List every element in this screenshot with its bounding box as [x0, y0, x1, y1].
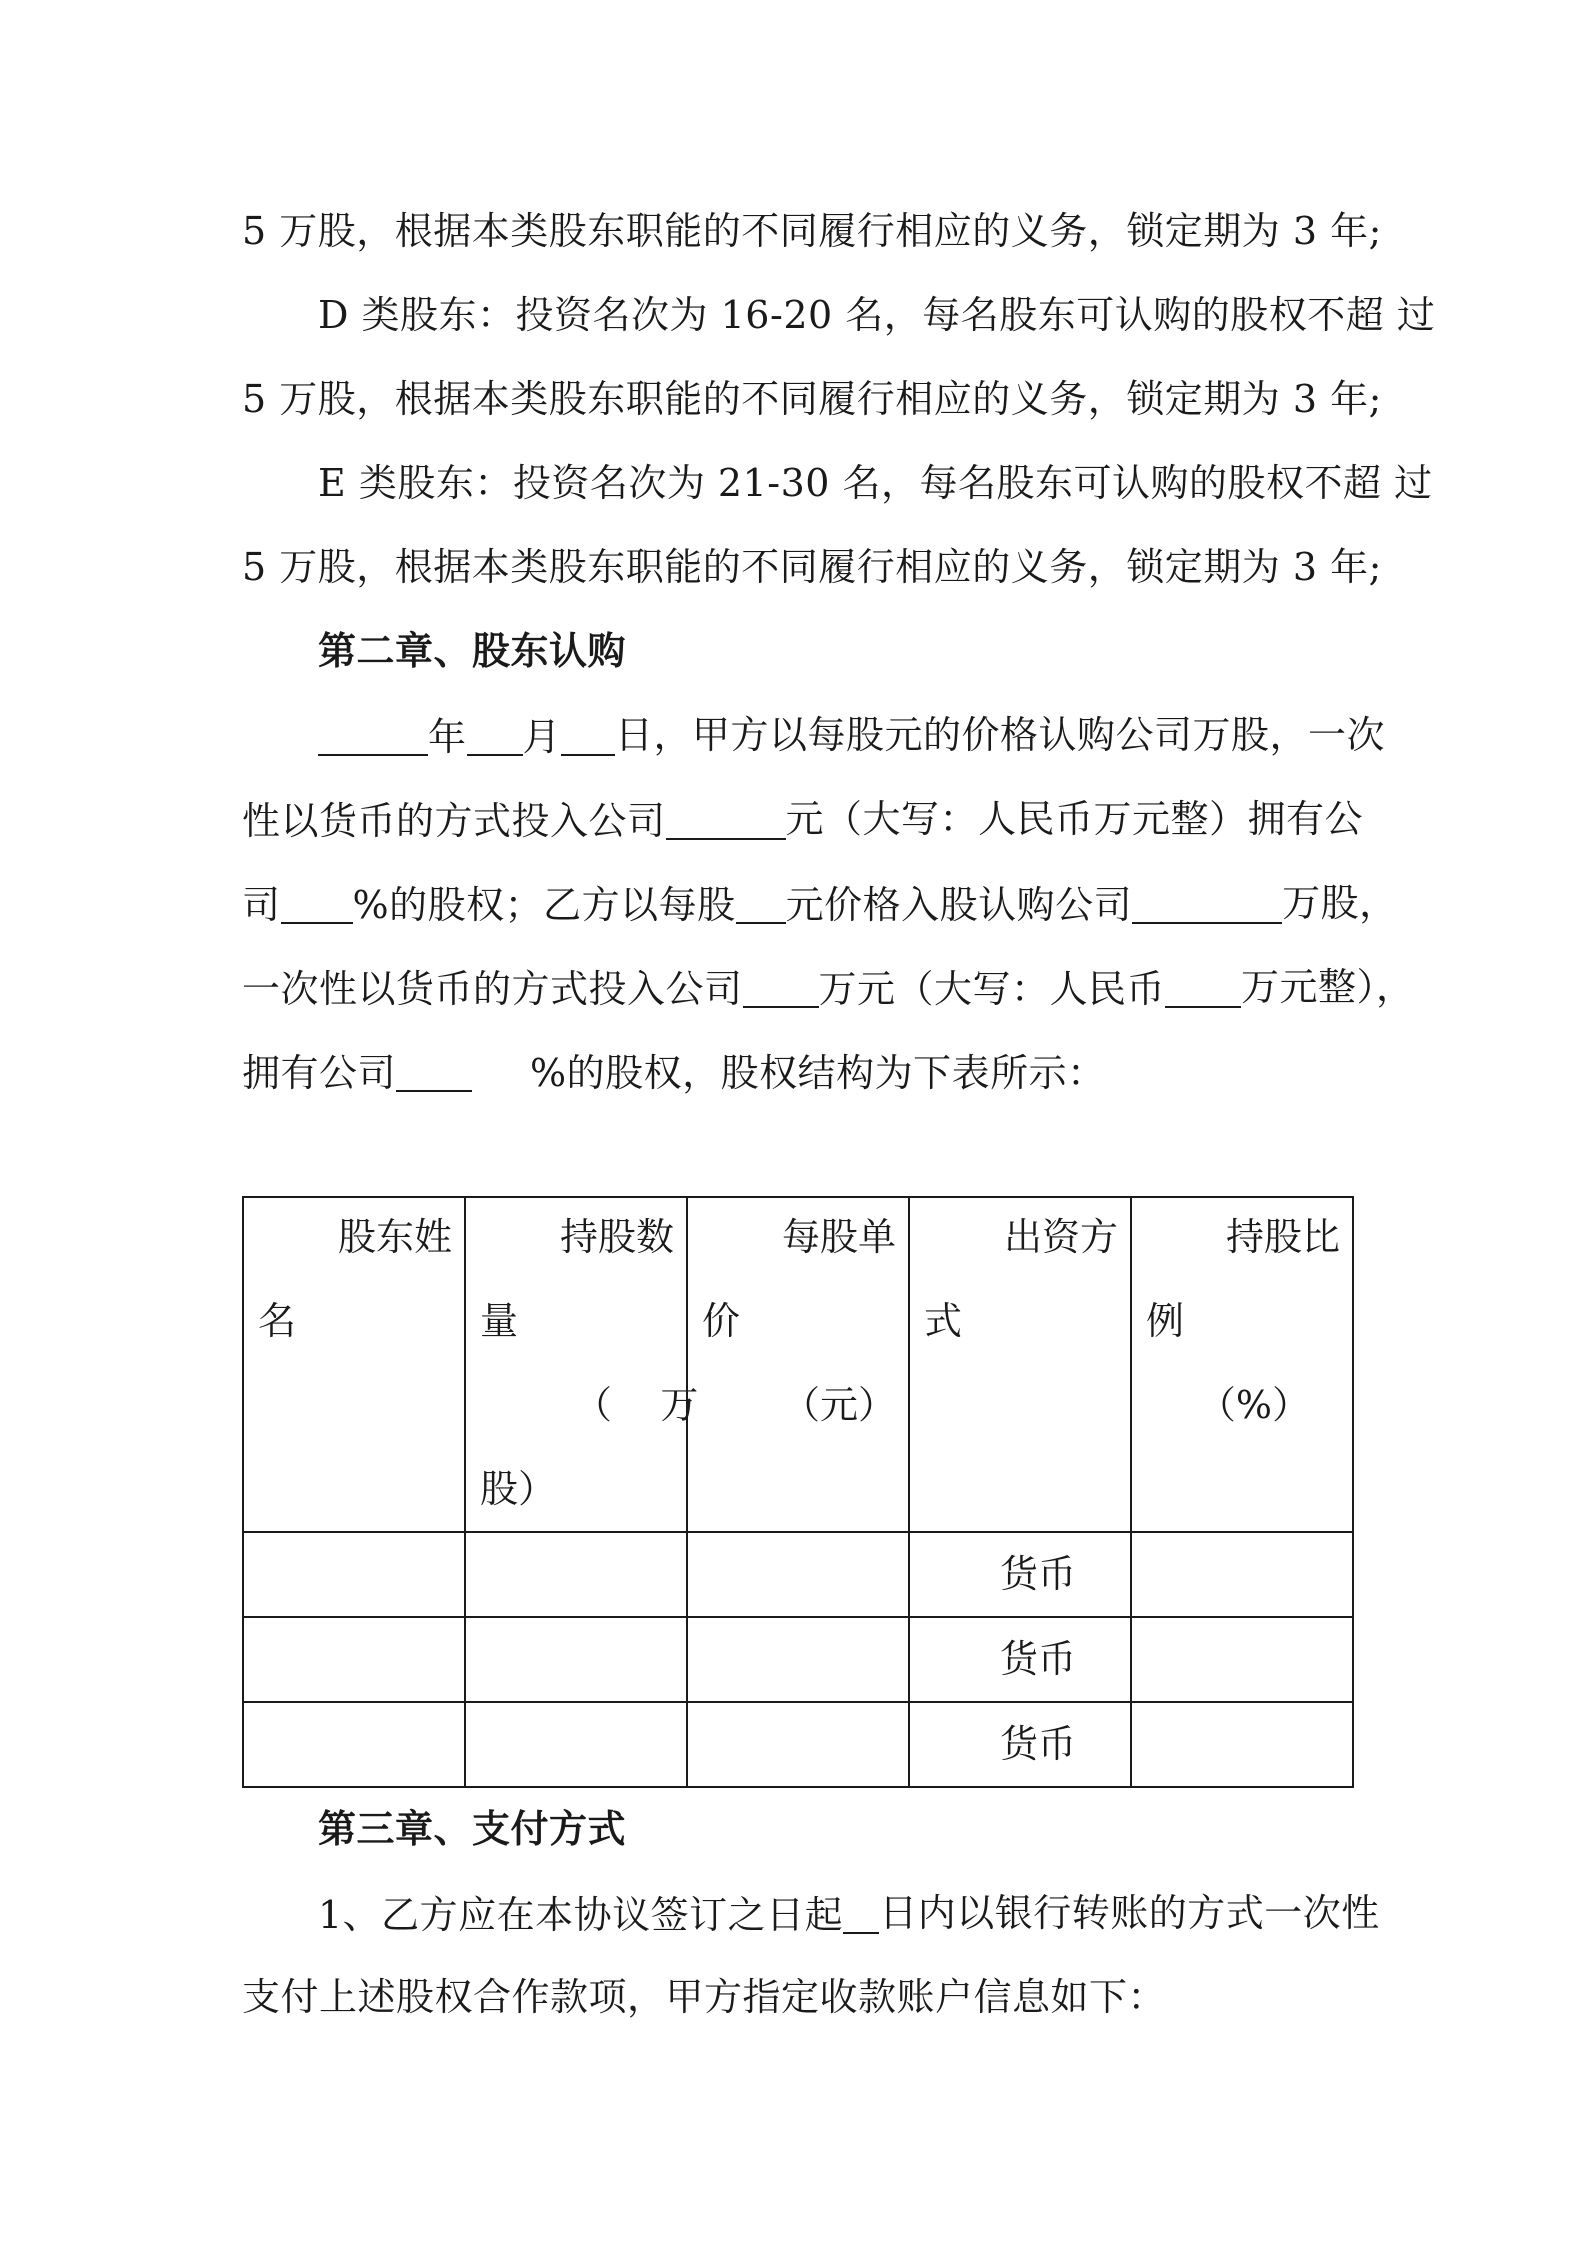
cell-shareholder-name[interactable]	[243, 1702, 465, 1787]
header-shareholder-name: 股东姓 名	[243, 1197, 465, 1532]
blank-day[interactable]	[561, 716, 615, 756]
cell-share-ratio[interactable]	[1131, 1702, 1353, 1787]
table-header-row	[243, 1197, 1353, 1532]
blank-amount-party-a[interactable]	[666, 800, 786, 840]
paragraph-d-class: D 类股东：投资名次为 16-20 名， 每名股东可认购的股权不超 过	[318, 293, 1436, 337]
chapter-3-item-1-line-1: 1、乙方应在本协议签订之日起 日内以银行转账的方式一次性	[318, 1891, 1380, 1937]
cell-shareholder-name[interactable]	[243, 1617, 465, 1702]
header-share-ratio: 持股比 例 （%）	[1131, 1197, 1353, 1532]
blank-price-party-b[interactable]	[736, 884, 786, 924]
blank-percent-party-b[interactable]	[396, 1052, 472, 1092]
chapter-3-heading: 第三章、支付方式	[318, 1806, 627, 1851]
chapter-2-line-3: 司 %的股权；乙方以每股 元价格入股认购公司 万股，	[242, 881, 1398, 927]
table-row	[243, 1617, 1353, 1702]
table-row	[243, 1702, 1353, 1787]
table-row	[243, 1532, 1353, 1617]
equity-structure-table	[242, 1196, 1354, 1788]
chapter-2-line-4: 一次性以货币的方式投入公司 万元（大写：人民币 万元整），	[242, 965, 1415, 1011]
paragraph-e-class-tail: 5 万股， 根据本类股东职能的不同履行相应的义务， 锁定期为 3 年;	[242, 545, 1382, 589]
chapter-2-heading: 第二章、股东认购	[318, 628, 627, 673]
cell-unit-price[interactable]	[687, 1702, 909, 1787]
blank-month[interactable]	[467, 716, 523, 756]
cell-share-ratio[interactable]	[1131, 1617, 1353, 1702]
paragraph-e-class: E 类股东：投资名次为 21-30 名， 每名股东可认购的股权不超 过	[318, 461, 1433, 505]
blank-shares-party-b[interactable]	[1132, 884, 1282, 924]
paragraph-c-class-tail: 5 万股， 根据本类股东职能的不同履行相应的义务， 锁定期为 3 年;	[242, 209, 1382, 253]
cell-share-quantity[interactable]	[465, 1702, 687, 1787]
cell-shareholder-name[interactable]	[243, 1532, 465, 1617]
paragraph-d-class-tail: 5 万股， 根据本类股东职能的不同履行相应的义务， 锁定期为 3 年;	[242, 377, 1382, 421]
blank-year[interactable]	[318, 716, 428, 756]
cell-payment-method: 货币	[909, 1617, 1131, 1702]
chapter-3-item-1-line-2: 支付上述股权合作款项，甲方指定收款账户信息如下：	[242, 1975, 1167, 2019]
blank-amount-uppercase[interactable]	[1165, 968, 1241, 1008]
cell-payment-method: 货币	[909, 1702, 1131, 1787]
blank-amount-party-b[interactable]	[743, 968, 819, 1008]
header-unit-price: 每股单 价 （元）	[687, 1197, 909, 1532]
cell-unit-price[interactable]	[687, 1532, 909, 1617]
cell-share-ratio[interactable]	[1131, 1532, 1353, 1617]
blank-percent-party-a[interactable]	[281, 884, 353, 924]
blank-days[interactable]	[843, 1894, 879, 1934]
header-share-quantity: 持股数 量 （ 万 股）	[465, 1197, 687, 1532]
chapter-2-line-1: 年 月 日，甲方以每股元的价格认购公司万股，一次	[318, 716, 1348, 756]
chapter-2-line-2: 性以货币的方式投入公司 元（大写：人民币万元整）拥有公	[242, 797, 1364, 843]
cell-unit-price[interactable]	[687, 1617, 909, 1702]
chapter-2-line-5: 拥有公司 %的股权，股权结构为下表所示：	[242, 1051, 1106, 1095]
cell-share-quantity[interactable]	[465, 1532, 687, 1617]
cell-payment-method: 货币	[909, 1532, 1131, 1617]
header-payment-method: 出资方 式	[909, 1197, 1131, 1532]
cell-share-quantity[interactable]	[465, 1617, 687, 1702]
